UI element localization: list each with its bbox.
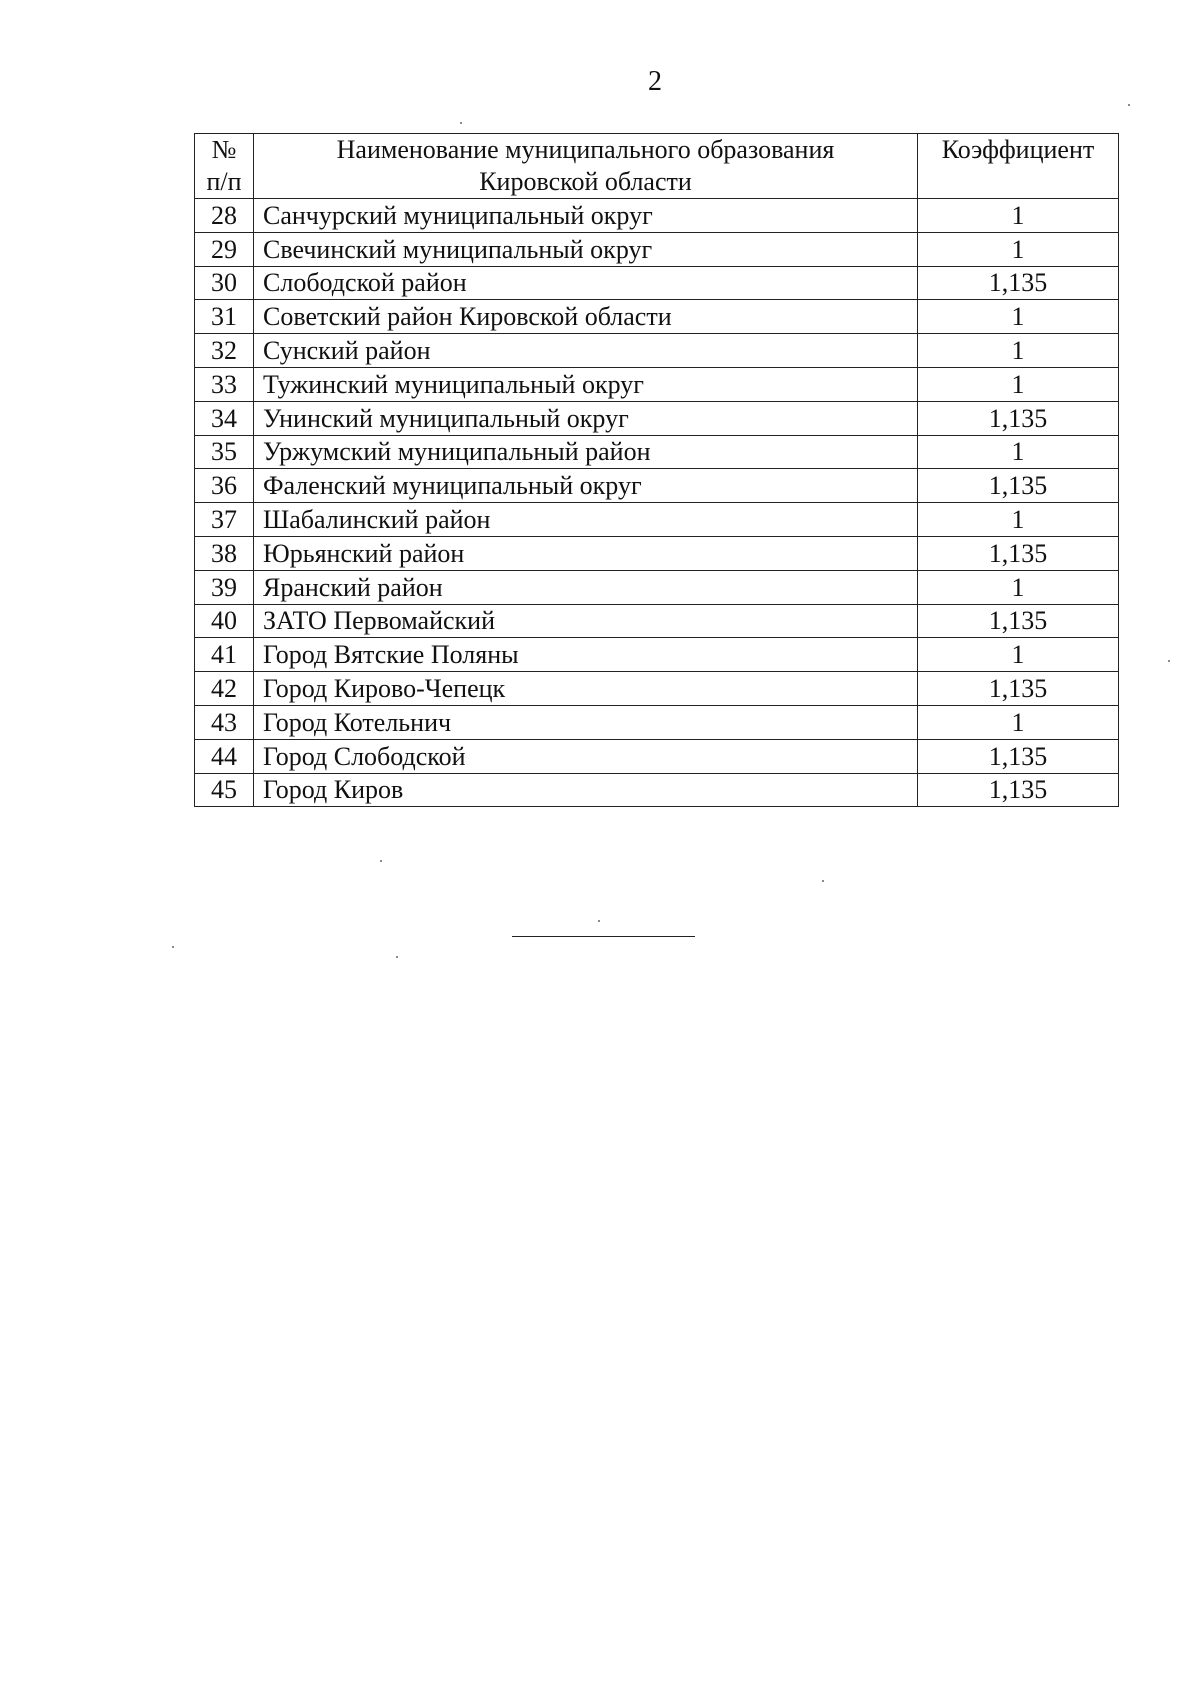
coefficient-cell: 1,135 xyxy=(918,401,1119,435)
coefficient-cell: 1,135 xyxy=(918,773,1119,807)
row-number-cell: 44 xyxy=(195,739,254,773)
coefficient-cell: 1 xyxy=(918,503,1119,537)
table-row xyxy=(195,536,1119,570)
row-number-cell: 29 xyxy=(195,232,254,266)
coefficient-cell: 1 xyxy=(918,199,1119,233)
header-name-cell xyxy=(254,134,918,199)
municipality-name-cell: Фаленский муниципальный округ xyxy=(254,469,918,503)
coefficient-cell: 1 xyxy=(918,570,1119,604)
municipality-name-cell: Шабалинский район xyxy=(254,503,918,537)
table-row xyxy=(195,705,1119,739)
page-number: 2 xyxy=(648,66,662,97)
row-number-cell: 28 xyxy=(195,199,254,233)
table-row xyxy=(195,672,1119,706)
table-row xyxy=(195,401,1119,435)
table-row xyxy=(195,300,1119,334)
scan-speck xyxy=(172,946,174,948)
scan-speck xyxy=(396,956,398,958)
table-row xyxy=(195,469,1119,503)
coefficient-cell: 1,135 xyxy=(918,604,1119,638)
row-number-cell: 40 xyxy=(195,604,254,638)
municipality-name-cell: Яранский район xyxy=(254,570,918,604)
row-number-cell: 45 xyxy=(195,773,254,807)
table-row xyxy=(195,266,1119,300)
coefficient-cell: 1 xyxy=(918,638,1119,672)
table-row xyxy=(195,604,1119,638)
municipality-name-cell: Санчурский муниципальный округ xyxy=(254,199,918,233)
end-line xyxy=(512,936,695,937)
coefficient-cell: 1 xyxy=(918,367,1119,401)
table-header xyxy=(195,134,1119,199)
coefficient-cell: 1,135 xyxy=(918,266,1119,300)
row-number-cell: 30 xyxy=(195,266,254,300)
municipality-name-cell: Юрьянский район xyxy=(254,536,918,570)
header-coefficient-cell: Коэффициент xyxy=(918,134,1119,199)
coefficient-table xyxy=(194,133,1119,807)
table-row xyxy=(195,367,1119,401)
municipality-name-cell: Город Котельнич xyxy=(254,705,918,739)
municipality-name-cell: Город Слободской xyxy=(254,739,918,773)
municipality-name-cell: ЗАТО Первомайский xyxy=(254,604,918,638)
row-number-cell: 32 xyxy=(195,334,254,368)
municipality-name-cell: Сунский район xyxy=(254,334,918,368)
table-row xyxy=(195,570,1119,604)
municipality-name-cell: Свечинский муниципальный округ xyxy=(254,232,918,266)
municipality-name-cell: Слободской район xyxy=(254,266,918,300)
header-name-line-1: Наименование муниципального образования xyxy=(336,135,835,164)
municipality-name-cell: Уржумский муниципальный район xyxy=(254,435,918,469)
municipality-name-cell: Советский район Кировской области xyxy=(254,300,918,334)
table-row xyxy=(195,199,1119,233)
table-row xyxy=(195,334,1119,368)
scan-speck xyxy=(1168,660,1170,662)
scan-speck xyxy=(822,880,824,882)
row-number-cell: 42 xyxy=(195,672,254,706)
table-row xyxy=(195,503,1119,537)
coefficient-cell: 1 xyxy=(918,300,1119,334)
table-row xyxy=(195,773,1119,807)
table-row xyxy=(195,232,1119,266)
header-row xyxy=(195,134,1119,199)
row-number-cell: 34 xyxy=(195,401,254,435)
header-number-line-2: п/п xyxy=(206,167,242,196)
scan-speck xyxy=(460,122,462,124)
row-number-cell: 43 xyxy=(195,705,254,739)
row-number-cell: 31 xyxy=(195,300,254,334)
coefficient-cell: 1,135 xyxy=(918,672,1119,706)
row-number-cell: 38 xyxy=(195,536,254,570)
row-number-cell: 41 xyxy=(195,638,254,672)
municipality-name-cell: Город Киров xyxy=(254,773,918,807)
coefficient-cell: 1 xyxy=(918,334,1119,368)
row-number-cell: 33 xyxy=(195,367,254,401)
scan-speck xyxy=(1128,104,1130,106)
municipality-name-cell: Город Кирово-Чепецк xyxy=(254,672,918,706)
scan-speck xyxy=(598,920,600,922)
municipality-name-cell: Унинский муниципальный округ xyxy=(254,401,918,435)
table-row xyxy=(195,638,1119,672)
row-number-cell: 36 xyxy=(195,469,254,503)
row-number-cell: 37 xyxy=(195,503,254,537)
coefficient-cell: 1,135 xyxy=(918,739,1119,773)
header-number-cell xyxy=(195,134,254,199)
coefficient-cell: 1,135 xyxy=(918,536,1119,570)
coefficient-cell: 1 xyxy=(918,705,1119,739)
coefficient-cell: 1,135 xyxy=(918,469,1119,503)
municipality-name-cell: Город Вятские Поляны xyxy=(254,638,918,672)
row-number-cell: 35 xyxy=(195,435,254,469)
coefficient-cell: 1 xyxy=(918,435,1119,469)
scan-speck xyxy=(380,860,382,862)
municipality-name-cell: Тужинский муниципальный округ xyxy=(254,367,918,401)
header-name-line-2: Кировской области xyxy=(479,167,692,196)
table-body xyxy=(195,199,1119,807)
row-number-cell: 39 xyxy=(195,570,254,604)
table-row xyxy=(195,739,1119,773)
header-number-line-1: № xyxy=(211,135,237,164)
table-row xyxy=(195,435,1119,469)
coefficient-cell: 1 xyxy=(918,232,1119,266)
